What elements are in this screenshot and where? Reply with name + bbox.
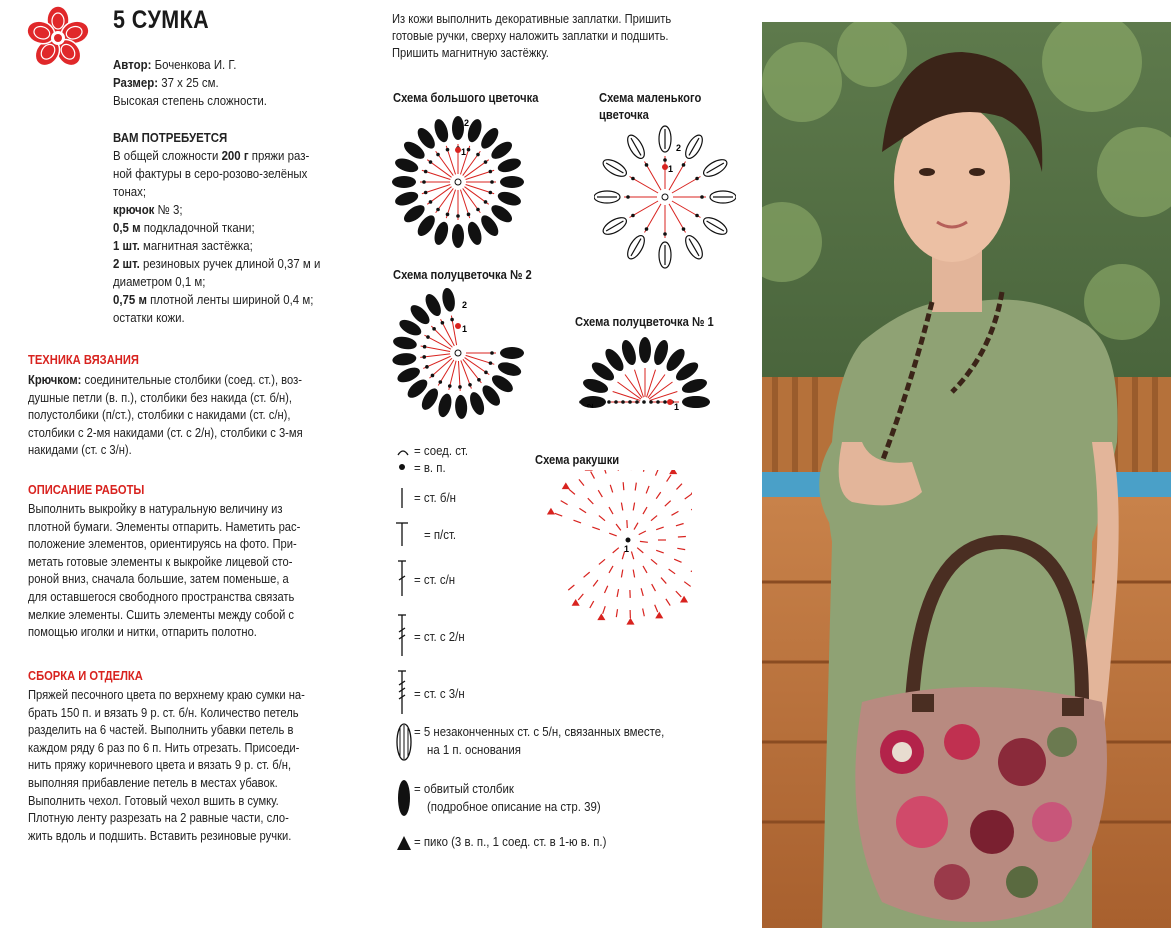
shell-stitch [623, 482, 624, 490]
chain-dot [631, 214, 635, 218]
shell-stitch [643, 507, 647, 514]
materials-hook: крючок № 3; [113, 202, 183, 217]
shell-stitch [569, 489, 575, 494]
diagram-num-2c: 2 [462, 300, 468, 310]
big-flower-title: Схема большого цветочка [393, 90, 539, 105]
shell-stitch [684, 582, 690, 587]
shell-stitch [631, 551, 633, 559]
picot [598, 615, 604, 620]
chain-dot [446, 213, 450, 217]
shell-stitch [579, 479, 584, 485]
chain-dot [484, 200, 488, 204]
shell-stitch [610, 485, 612, 493]
shell-stitch [604, 470, 607, 474]
legend-single-crochet: = ст. б/н [414, 490, 456, 505]
chain-dot [600, 400, 604, 404]
petal [392, 335, 418, 351]
chain-dot [450, 318, 454, 322]
chain-dot [663, 232, 667, 236]
chain-dot [645, 227, 649, 231]
big-flower-diagram [388, 112, 528, 252]
chain-dot [621, 400, 625, 404]
chain-dot [422, 355, 426, 359]
chain-dot [441, 321, 445, 325]
double-treble-icon [394, 668, 410, 716]
shell-title: Схема ракушки [535, 452, 620, 467]
chain-dot [628, 400, 632, 404]
petal [639, 337, 651, 363]
chain-dot [424, 191, 428, 195]
materials-line3: тонах; [113, 184, 147, 199]
size-label: Размер: [113, 75, 159, 90]
chain-dot [649, 400, 653, 404]
picot [691, 489, 692, 494]
legend-slip-stitch: = соед. ст. [414, 443, 469, 458]
chain-dot [645, 163, 649, 167]
chain-dot [446, 148, 450, 152]
chain-dot [424, 170, 428, 174]
chain-dot [422, 180, 426, 184]
intro-text: Из кожи выполнить декоративные заплатки. Пришить готовые ручки, сверху наложить заплатки и подшить. Пришить магнитную застёжку. [392, 11, 672, 60]
picot [573, 600, 579, 605]
cluster-icon [395, 722, 413, 762]
petal [500, 347, 524, 359]
assembly-text: Пряжей песочного цвета по верхнему краю сумки на- брать 150 п. и вязать 9 р. ст. б/н. Количество петель разделить на 6 частей. Выполнить убавки петель в каждом ряду 6 раз по 6 п. Нить отрезать. Присоеди- нить пряжу коричневого цвета и вязать 9 р. ст. б/н, выполняя прибавление петель в местах убавок. Выполнить чехол. Готовый чехол вшить в сумку. Плотную ленту разрезать на 2 равные части, сло- жить вдоль и подшить. Вставить резиновые ручки. [28, 687, 305, 843]
size-value: 37 х 25 см. [161, 75, 219, 90]
materials-handles-2: диаметром 0,1 м; [113, 274, 206, 289]
petal [496, 156, 523, 175]
chain-dot [614, 400, 618, 404]
legend-wrapped: = обвитый столбик [414, 781, 514, 796]
work-text: Выполнить выкройку в натуральную величину из плотной бумаги. Элементы отпарить. Наметить рас- положение элементов, ориентируясь на фото. При- метать готовые элементы к выкройке лицевой сто- роной вниз, сначала большие, затем поменьше, а для оставшегося свободного пространства связать мелкие элементы. Сшить элементы между собой с помощью иголки и нитки, отпарить полотно. [28, 501, 301, 640]
shell-stitch [661, 578, 666, 584]
chain-dot [626, 195, 630, 199]
shell-stitch [609, 566, 613, 573]
petal [436, 392, 453, 418]
petal [452, 224, 464, 248]
chain-dot [635, 400, 639, 404]
start-dot [667, 399, 673, 405]
diagram-num-2d: 2 [586, 403, 595, 408]
page-title: 5 СУМКА [113, 6, 210, 34]
half-flower-2-diagram [390, 286, 530, 426]
chain-dot [484, 371, 488, 375]
meta-block [113, 56, 359, 110]
left-column [0, 0, 380, 928]
petal [432, 220, 451, 247]
petal [496, 360, 522, 379]
shell-stitch [651, 559, 657, 564]
shell-stitch [613, 548, 619, 553]
shell-stitch [621, 503, 622, 511]
chain-dot [642, 400, 646, 404]
materials-lining: 0,5 м подкладочной ткани; [113, 220, 255, 235]
legend-cluster: = 5 незаконченных ст. с 5/н, связанных вместе, [414, 724, 665, 739]
picot [627, 619, 633, 624]
chain-dot [448, 384, 452, 388]
diagram-num-1d: 1 [674, 402, 680, 412]
shell-stitch [656, 550, 664, 553]
shell-stitch [646, 486, 649, 493]
half-flower-1-title: Схема полуцветочка № 1 [575, 314, 714, 329]
double-crochet-icon [394, 558, 410, 598]
shell-stitch [568, 585, 574, 590]
shell-stitch [561, 501, 568, 505]
chain-dot [431, 374, 435, 378]
chain-dot [436, 153, 440, 157]
diagram-num-2: 2 [464, 118, 470, 128]
shell-stitch [591, 472, 595, 479]
author-value: Боченкова И. Г. [154, 57, 237, 72]
materials-section [113, 129, 368, 327]
petal [465, 220, 484, 247]
small-flower-title: Схема маленького цветочка [599, 90, 702, 122]
diagram-num-1c: 1 [462, 324, 468, 334]
materials-clasp: 1 шт. магнитная застёжка; [113, 238, 253, 253]
chain-dot [429, 160, 433, 164]
shell-stitch [634, 523, 638, 530]
chain-dot [682, 227, 686, 231]
petal [496, 189, 523, 208]
shell-stitch [640, 541, 648, 542]
shell-stitch [666, 599, 670, 606]
legend-treble: = ст. с 2/н [414, 629, 465, 644]
shell-stitch [603, 606, 606, 614]
shell-stitch [691, 571, 692, 575]
shell-stitch [656, 492, 661, 499]
shell-stitch [588, 498, 594, 504]
legend-double-crochet: = ст. с/н [414, 572, 456, 587]
shell-stitch [652, 584, 656, 591]
petal [682, 396, 708, 408]
shell-diagram [532, 470, 692, 640]
chain-dot [439, 380, 443, 384]
shell-stitch [643, 608, 645, 616]
materials-heading: ВАМ ПОТРЕБУЕТСЯ [113, 130, 228, 145]
chain-dot [432, 327, 436, 331]
half-flower-2-title: Схема полуцветочка № 2 [393, 267, 532, 282]
shell-stitch [633, 570, 634, 578]
shell-stitch [641, 588, 643, 596]
shell-stitch [593, 580, 598, 586]
small-flower-diagram [594, 122, 736, 272]
shell-stitch [579, 508, 586, 512]
shell-stitch [633, 503, 634, 511]
legend-wrapped-2: (подробное описание на стр. 39) [427, 799, 601, 814]
diagram-num-1e: 1 [624, 544, 630, 554]
chain-dot [656, 400, 660, 404]
chain-dot [490, 180, 494, 184]
shell-stitch [617, 470, 618, 471]
shell-stitch [676, 484, 682, 490]
shell-stitch [617, 589, 619, 597]
half-double-icon [394, 520, 410, 548]
chain-dot [476, 153, 480, 157]
picot [670, 470, 676, 474]
chain-dot [456, 214, 460, 218]
chain-dot [663, 400, 667, 404]
diagram-num-1: 1 [461, 147, 467, 157]
shell-stitch [604, 586, 607, 593]
petal [393, 189, 420, 208]
chain-dot [607, 400, 611, 404]
petal [392, 352, 417, 367]
shell-stitch [676, 591, 681, 597]
wrapped-stitch-icon [396, 778, 412, 818]
chain-dot [695, 177, 699, 181]
chain-dot [490, 351, 494, 355]
chain-dot [484, 160, 488, 164]
author-label: Автор: [113, 57, 152, 72]
shell-stitch [671, 511, 678, 515]
diagram-num-1b: 1 [668, 164, 674, 174]
shell-stitch [667, 475, 671, 482]
shell-stitch [616, 609, 617, 617]
chain-dot [467, 148, 471, 152]
chain-dot [579, 400, 583, 404]
chain-dot [489, 170, 493, 174]
petal [393, 156, 420, 175]
shell-stitch [655, 605, 658, 612]
shell-stitch [578, 594, 583, 600]
shell-stitch [609, 533, 617, 536]
chain-dot [477, 378, 481, 382]
shell-stitch [599, 516, 605, 521]
shell-stitch [573, 520, 581, 523]
chain-dot [476, 208, 480, 212]
legend-cluster-2: на 1 п. основания [427, 742, 521, 757]
shell-stitch [621, 570, 622, 578]
slip-stitch-icon [395, 445, 411, 459]
shell-stitch [676, 524, 684, 526]
chain-dot [695, 214, 699, 218]
shell-stitch [598, 490, 602, 497]
chain-dot [631, 177, 635, 181]
shell-stitch [555, 513, 563, 516]
shell-stitch [677, 548, 685, 549]
chain-dot [663, 158, 667, 162]
materials-line2: ной фактуры в серо-розово-зелёных [113, 166, 308, 181]
chain-dot [458, 385, 462, 389]
chain-dot [700, 195, 704, 199]
shell-stitch [584, 572, 590, 577]
shell-stitch [592, 527, 600, 530]
shell-stitch [643, 566, 647, 573]
chain-dot [468, 383, 472, 387]
shell-stitch [669, 569, 676, 574]
flower-logo-icon [24, 4, 92, 72]
shell-stitch [643, 470, 645, 472]
shell-stitch [639, 531, 646, 535]
shell-stitch [616, 524, 621, 530]
legend-chain: = в. п. [414, 460, 446, 475]
materials-tape: 0,75 м плотной ленты шириной 0,4 м; [113, 292, 314, 307]
petal [454, 395, 467, 420]
assembly-heading: СБОРКА И ОТДЕЛКА [28, 668, 143, 683]
chain-dot [423, 345, 427, 349]
technique-text: Крючком: соединительные столбики (соед. ст.), воз- душные петли (в. п.), столбики без накида (ст. б/н), полустолбики (п/ст.), столбики с накидами (ст. с/н), столбики с 2-мя накидами (ст. с 2/н), столбики с 3-мя накидами (ст. с 3/н). [28, 372, 303, 458]
shell-stitch [674, 559, 681, 562]
chain-dot [489, 191, 493, 195]
shell-stitch [637, 548, 643, 553]
petal [441, 287, 457, 313]
chain-icon [397, 462, 407, 472]
picot [548, 509, 554, 514]
shell-stitch [635, 483, 636, 491]
chain-dot [436, 208, 440, 212]
model-photo [762, 22, 1171, 928]
technique-heading: ТЕХНИКА ВЯЗАНИЯ [28, 352, 139, 367]
petal [500, 176, 524, 188]
petal [392, 176, 416, 188]
chain-dot [489, 361, 493, 365]
picot-icon [396, 834, 412, 852]
diagram-num-2b: 2 [676, 143, 682, 153]
materials-handles: 2 шт. резиновых ручек длиной 0,37 м и [113, 256, 321, 271]
half-flower-1-diagram [575, 330, 715, 415]
shell-stitch [665, 501, 671, 506]
shell-stitch [590, 601, 594, 608]
shell-stitch [655, 470, 658, 476]
shell-stitch [599, 559, 605, 564]
chain-dot [593, 400, 597, 404]
chain-dot [586, 400, 590, 404]
shell-stitch [651, 516, 657, 521]
work-heading: ОПИСАНИЕ РАБОТЫ [28, 482, 145, 497]
shell-stitch [609, 507, 613, 514]
petal [432, 117, 451, 144]
materials-leather: остатки кожи. [113, 310, 185, 325]
picot [681, 597, 687, 602]
shell-stitch [656, 527, 664, 530]
chain-dot [682, 163, 686, 167]
difficulty: Высокая степень сложности. [113, 93, 267, 108]
single-crochet-icon [398, 486, 406, 510]
picot [563, 484, 569, 489]
petal [452, 116, 464, 140]
legend-double-treble: = ст. с 3/н [414, 686, 465, 701]
treble-icon [394, 612, 410, 658]
picot [656, 613, 662, 618]
legend-half-double: = п/ст. [424, 527, 457, 542]
chain-dot [429, 200, 433, 204]
materials-line1: В общей сложности 200 г пряжи раз- [113, 148, 310, 163]
chain-dot [425, 365, 429, 369]
chain-dot [426, 335, 430, 339]
shell-stitch [685, 494, 691, 499]
chain-dot [467, 213, 471, 217]
shell-stitch [691, 506, 692, 509]
legend-picot: = пико (3 в. п., 1 соед. ст. в 1-ю в. п.) [414, 834, 607, 849]
